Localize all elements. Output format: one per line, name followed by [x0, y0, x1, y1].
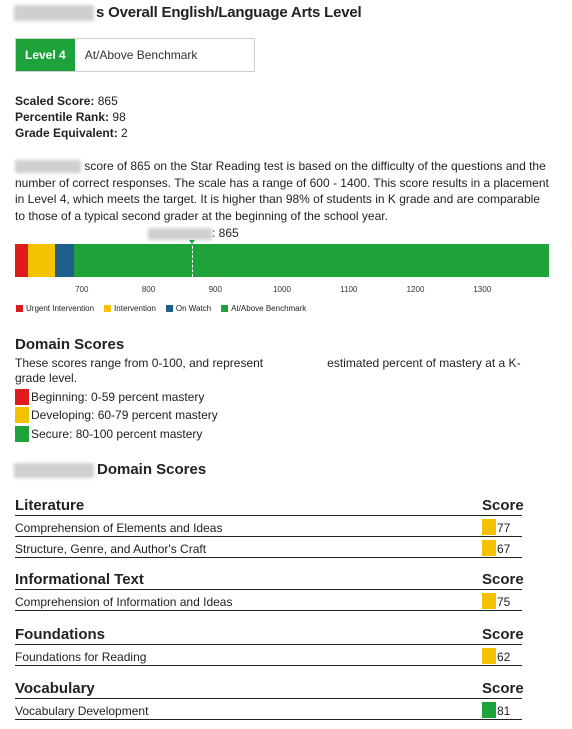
- green-swatch: [15, 426, 29, 442]
- scaled-score: Scaled Score: 865: [15, 94, 118, 108]
- score-swatch: [482, 702, 496, 718]
- category-name: Vocabulary: [15, 680, 95, 697]
- category-name: Informational Text: [15, 571, 144, 588]
- percentile-rank: Percentile Rank: 98: [15, 110, 126, 124]
- level-text: At/Above Benchmark: [84, 48, 198, 62]
- legend-swatch: [221, 305, 228, 312]
- category-header: [15, 623, 522, 645]
- category-literature: [15, 494, 522, 558]
- table-row: [15, 590, 522, 611]
- row-label: Comprehension of Elements and Ideas: [15, 521, 223, 535]
- row-score: 62: [482, 648, 522, 664]
- tick-label: 1200: [406, 285, 425, 294]
- benchmark-bar: [15, 244, 549, 277]
- domain-scores-title: Domain Scores: [14, 461, 206, 478]
- legend-item: Intervention: [104, 304, 156, 313]
- category-vocabulary: [15, 677, 522, 720]
- row-score: 75: [482, 593, 522, 609]
- band-at-above-benchmark: [74, 244, 549, 277]
- score-explanation: score of 865 on the Star Reading test is based on the difficulty of the questions and the number of correct responses. The scale has a range of 600 - 1400. This score results in a placement in Level 4, which meets the target. It is higher than 98% of students in K grade and are comparable to those of a typical second grader at the beginning of the school year.: [15, 159, 549, 223]
- level-badge: Level 4: [16, 39, 75, 71]
- marker-pointer: [189, 240, 195, 244]
- redacted-name: [14, 463, 94, 478]
- red-swatch: [15, 389, 29, 405]
- category-name: Foundations: [15, 626, 105, 643]
- tick-label: 1000: [273, 285, 291, 294]
- legend-swatch: [104, 305, 111, 312]
- grade-equivalent: Grade Equivalent: 2: [15, 126, 128, 140]
- row-label: Structure, Genre, and Author's Craft: [15, 542, 207, 556]
- score-swatch: [482, 648, 496, 664]
- band-intervention: [28, 244, 55, 277]
- redacted-name: [15, 160, 81, 173]
- key-developing: Developing: 60-79 percent mastery: [15, 407, 218, 423]
- category-header: [15, 494, 522, 516]
- table-row: [15, 537, 522, 558]
- score-swatch: [482, 593, 496, 609]
- score-swatch: [482, 519, 496, 535]
- row-score: 67: [482, 540, 522, 556]
- band-on-watch: [55, 244, 74, 277]
- tick-label: 1300: [473, 285, 492, 294]
- category-name: Literature: [15, 497, 85, 514]
- score-swatch: [482, 540, 496, 556]
- score-header: Score: [482, 626, 524, 643]
- score-marker: [192, 241, 193, 277]
- redacted-name: [14, 5, 94, 21]
- redacted-name: [148, 228, 212, 240]
- score-header: Score: [482, 571, 524, 588]
- domain-heading: Domain Scores: [15, 336, 125, 353]
- level-box: [15, 38, 255, 72]
- yellow-swatch: [15, 407, 29, 423]
- legend-item: Urgent Intervention: [16, 304, 94, 313]
- legend-swatch: [166, 305, 173, 312]
- key-beginning: Beginning: 0-59 percent mastery: [15, 389, 204, 405]
- row-label: Foundations for Reading: [15, 650, 147, 664]
- legend-swatch: [16, 305, 23, 312]
- row-score: 77: [482, 519, 522, 535]
- category-foundations: [15, 623, 522, 666]
- domain-description: These scores range from 0-100, and represent estimated percent of mastery at a K-grade level.: [15, 356, 521, 385]
- tick-label: 1100: [340, 285, 358, 294]
- legend: [16, 304, 306, 313]
- score-header: Score: [482, 680, 524, 697]
- category-header: [15, 568, 522, 590]
- category-informational-text: [15, 568, 522, 611]
- table-row: [15, 699, 522, 720]
- legend-item: On Watch: [166, 304, 211, 313]
- row-label: Comprehension of Information and Ideas: [15, 595, 233, 609]
- score-header: Score: [482, 497, 524, 514]
- band-urgent-intervention: [15, 244, 28, 277]
- tick-label: 900: [208, 285, 222, 294]
- category-header: [15, 677, 522, 699]
- report-title: s Overall English/Language Arts Level: [14, 4, 361, 21]
- key-secure: Secure: 80-100 percent mastery: [15, 426, 202, 442]
- row-score: 81: [482, 702, 522, 718]
- table-row: [15, 645, 522, 666]
- row-label: Vocabulary Development: [15, 704, 149, 718]
- tick-label: 700: [75, 285, 89, 294]
- table-row: [15, 516, 522, 537]
- legend-item: At/Above Benchmark: [221, 304, 306, 313]
- marker-label: : 865: [148, 226, 239, 240]
- tick-label: 800: [141, 285, 156, 294]
